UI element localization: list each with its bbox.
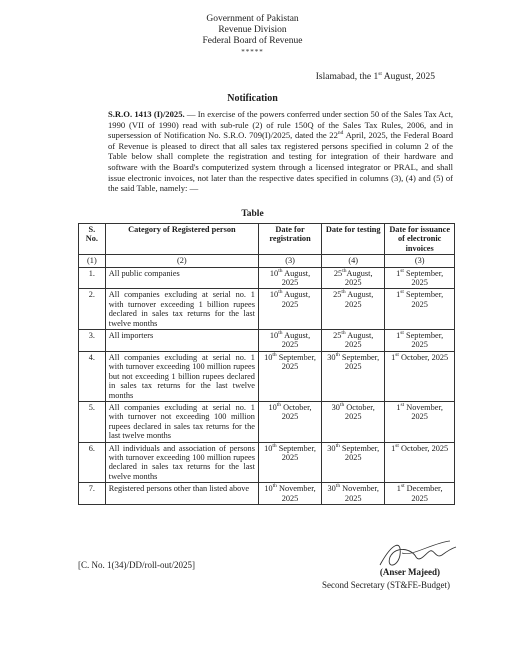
header-fbr: Federal Board of Revenue	[202, 36, 303, 46]
cell-registration-date: 10th September, 2025	[258, 351, 321, 401]
cell-category: All public companies	[105, 267, 258, 289]
header-testing: Date for testing	[322, 224, 385, 255]
table-row	[79, 351, 455, 401]
cell-invoice-date: 1st September, 2025	[385, 330, 455, 352]
table-index-row: (1) (2) (3) (4) (3)	[79, 255, 455, 267]
cell-sno: 2.	[79, 289, 106, 330]
file-reference: [C. No. 1(34)/DD/roll-out/2025]	[78, 560, 195, 570]
table-header-row	[79, 224, 455, 255]
schedule-table	[78, 223, 455, 505]
cell-testing-date: 30th September, 2025	[322, 351, 385, 401]
table-title: Table	[241, 209, 264, 219]
header-stars: *****	[241, 48, 264, 56]
cell-registration-date: 10th August, 2025	[258, 289, 321, 330]
table-row	[79, 483, 455, 505]
header-sno: S. No.	[79, 224, 106, 255]
header-category: Category of Registered person	[105, 224, 258, 255]
signer-name: (Anser Majeed)	[379, 567, 440, 577]
table-row	[79, 330, 455, 352]
table-row	[79, 442, 455, 483]
cell-category: Registered persons other than listed above	[105, 483, 258, 505]
place-date: Islamabad, the 1st August, 2025	[315, 70, 435, 82]
cell-testing-date: 25th August, 2025	[322, 289, 385, 330]
cell-registration-date: 10th August, 2025	[258, 267, 321, 289]
cell-registration-date: 10th November, 2025	[258, 483, 321, 505]
cell-sno: 4.	[79, 351, 106, 401]
cell-testing-date: 25thAugust, 2025	[322, 267, 385, 289]
cell-category: All companies excluding at serial no. 1 with turnover exceeding 1 billion rupees declared in sales tax returns for the last twelve months	[105, 289, 258, 330]
table-row	[79, 401, 455, 442]
cell-invoice-date: 1st October, 2025	[385, 442, 455, 483]
cell-registration-date: 10th October, 2025	[258, 401, 321, 442]
table-row	[79, 267, 455, 289]
notification-title: Notification	[227, 93, 278, 104]
cell-sno: 3.	[79, 330, 106, 352]
cell-sno: 7.	[79, 483, 106, 505]
cell-sno: 5.	[79, 401, 106, 442]
cell-registration-date: 10th September, 2025	[258, 442, 321, 483]
header-government: Government of Pakistan	[206, 14, 299, 24]
cell-invoice-date: 1st September, 2025	[385, 267, 455, 289]
notification-body: S.R.O. 1413 (I)/2025. — In exercise of the powers conferred under section 50 of the Sales Tax Act, 1990 (VII of 1990) read with sub-rule (2) of rule 150Q of the Sales Tax Rules, 2006, and in supersession of Notification No. S.R.O. 709(I)/2025, dated the 22nd April, 2025, the Federal Board of Revenue is pleased to direct that all sales tax registered persons specified in column 2 of the Table below shall complete the registration and testing for integration of their hardware and software with the Board's computerized system through a licensed integrator or PRAL, and shall issue electronic invoices, not later than the respective dates specified in columns (3), (4) and (5) of the said Table, namely: —	[108, 109, 453, 194]
cell-invoice-date: 1st December, 2025	[385, 483, 455, 505]
cell-testing-date: 25th August, 2025	[322, 330, 385, 352]
signer-designation: Second Secretary (ST&FE-Budget)	[322, 580, 450, 590]
cell-invoice-date: 1st October, 2025	[385, 351, 455, 401]
cell-category: All companies excluding at serial no. 1 with turnover exceeding 100 million rupees but not exceeding 1 billion rupees declared in sales tax returns for the last twelve months	[105, 351, 258, 401]
cell-category: All importers	[105, 330, 258, 352]
cell-sno: 6.	[79, 442, 106, 483]
cell-category: All companies excluding at serial no. 1 with turnover not exceeding 100 million rupees declared in sales tax returns for the last twelve months	[105, 401, 258, 442]
cell-testing-date: 30th September, 2025	[322, 442, 385, 483]
cell-sno: 1.	[79, 267, 106, 289]
header-registration: Date for registration	[258, 224, 321, 255]
header-invoices: Date for issuance of electronic invoices	[385, 224, 455, 255]
sro-number: S.R.O. 1413 (I)/2025.	[108, 109, 185, 119]
cell-registration-date: 10th August, 2025	[258, 330, 321, 352]
table-row	[79, 289, 455, 330]
cell-invoice-date: 1st September, 2025	[385, 289, 455, 330]
cell-testing-date: 30th November, 2025	[322, 483, 385, 505]
header-division: Revenue Division	[218, 25, 287, 35]
cell-testing-date: 30th October, 2025	[322, 401, 385, 442]
cell-category: All individuals and association of persons with turnover exceeding 100 million rupees declared in sales tax returns for the last twelve months	[105, 442, 258, 483]
cell-invoice-date: 1st November, 2025	[385, 401, 455, 442]
